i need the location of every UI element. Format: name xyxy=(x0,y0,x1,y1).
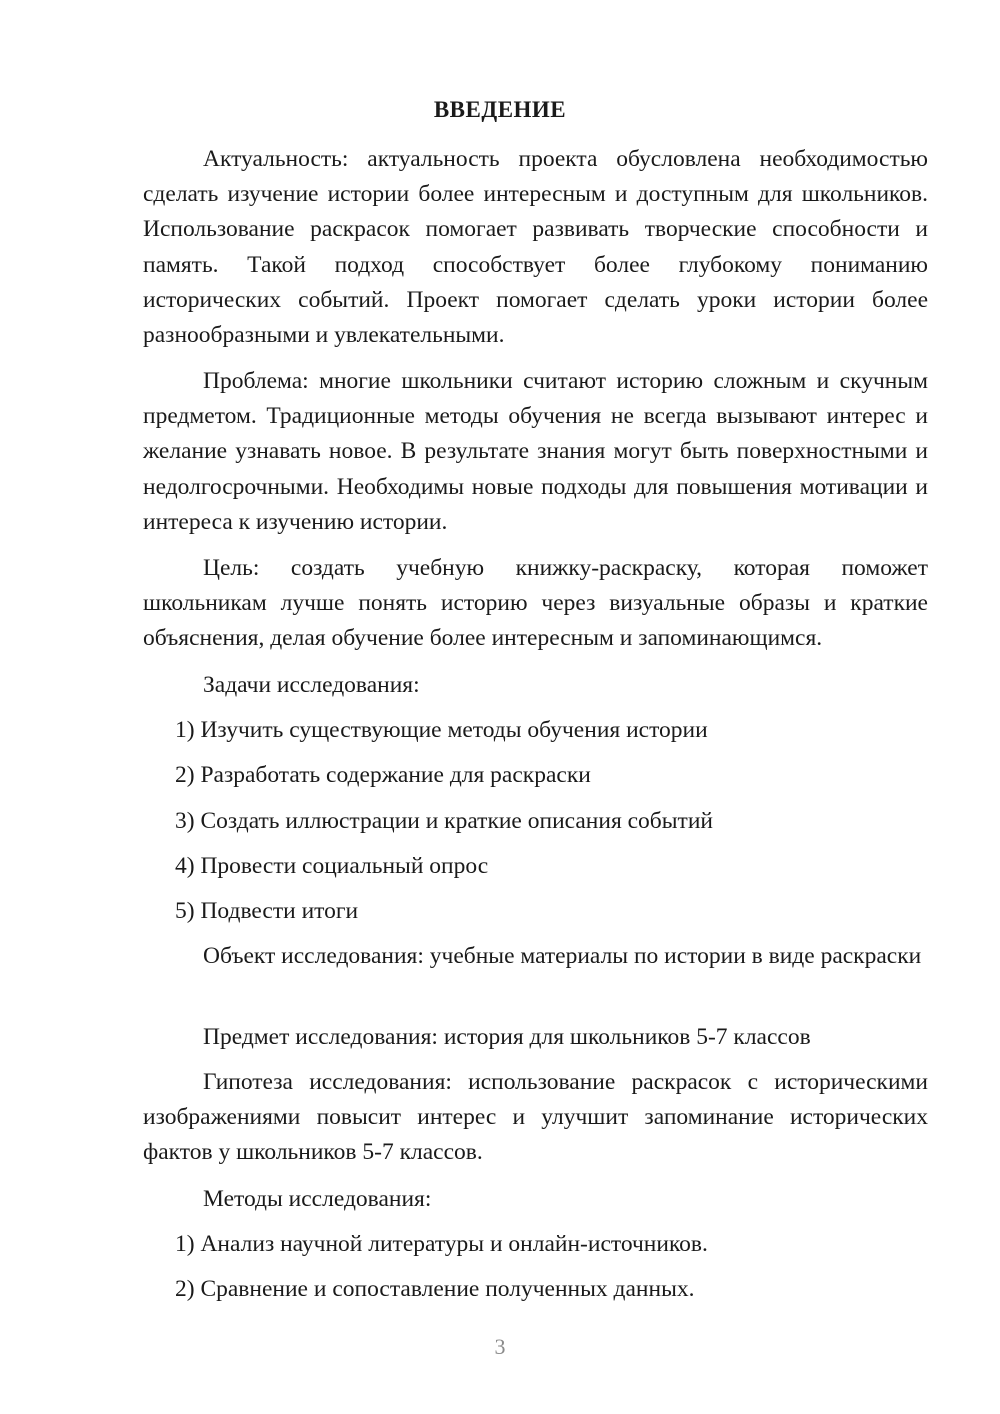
tasks-heading: Задачи исследования: xyxy=(203,672,420,698)
paragraph-hypothesis: Гипотеза исследования: использование раскрасок с историческими изображениями повысит интерес и улучшит запоминание исторических фактов у школьников 5-7 классов. xyxy=(143,1069,928,1166)
paragraph-subject: Предмет исследования: история для школьников 5-7 классов xyxy=(203,1024,811,1050)
task-item: 2) Разработать содержание для раскраски xyxy=(175,762,591,788)
task-item: 5) Подвести итоги xyxy=(175,898,359,924)
paragraph-goal: Цель: создать учебную книжку-раскраску, которая поможет школьникам лучше понять историю через визуальные образы и краткие объяснения, делая обучение более интересным и запоминающимся. xyxy=(143,555,928,652)
paragraph-problem: Проблема: многие школьники считают историю сложным и скучным предметом. Традиционные методы обучения не всегда вызывают интерес и желание узнавать новое. В результате знания могут быть поверхностными и недолгосрочными. Необходимы новые подходы для повышения мотивации и интереса к изучению истории. xyxy=(143,368,928,535)
paragraph-relevance: Актуальность: актуальность проекта обусловлена необходимостью сделать изучение истории более интересным и доступным для школьников. Использование раскрасок помогает развивать творческие способности и память. Такой подход способствует более глубокому пониманию исторических событий. Проект помогает сделать уроки истории более разнообразными и увлекательными. xyxy=(143,146,928,349)
task-item: 1) Изучить существующие методы обучения истории xyxy=(175,717,708,743)
page-title: ВВЕДЕНИЕ xyxy=(433,97,567,122)
page-number: 3 xyxy=(494,1334,506,1359)
method-item: 1) Анализ научной литературы и онлайн-источников. xyxy=(175,1231,708,1257)
paragraph-object: Объект исследования: учебные материалы по истории в виде раскраски xyxy=(203,943,922,969)
method-item: 2) Сравнение и сопоставление полученных данных. xyxy=(175,1276,695,1302)
task-item: 4) Провести социальный опрос xyxy=(175,853,489,879)
methods-heading: Методы исследования: xyxy=(203,1186,432,1212)
task-item: 3) Создать иллюстрации и краткие описания событий xyxy=(175,808,713,834)
